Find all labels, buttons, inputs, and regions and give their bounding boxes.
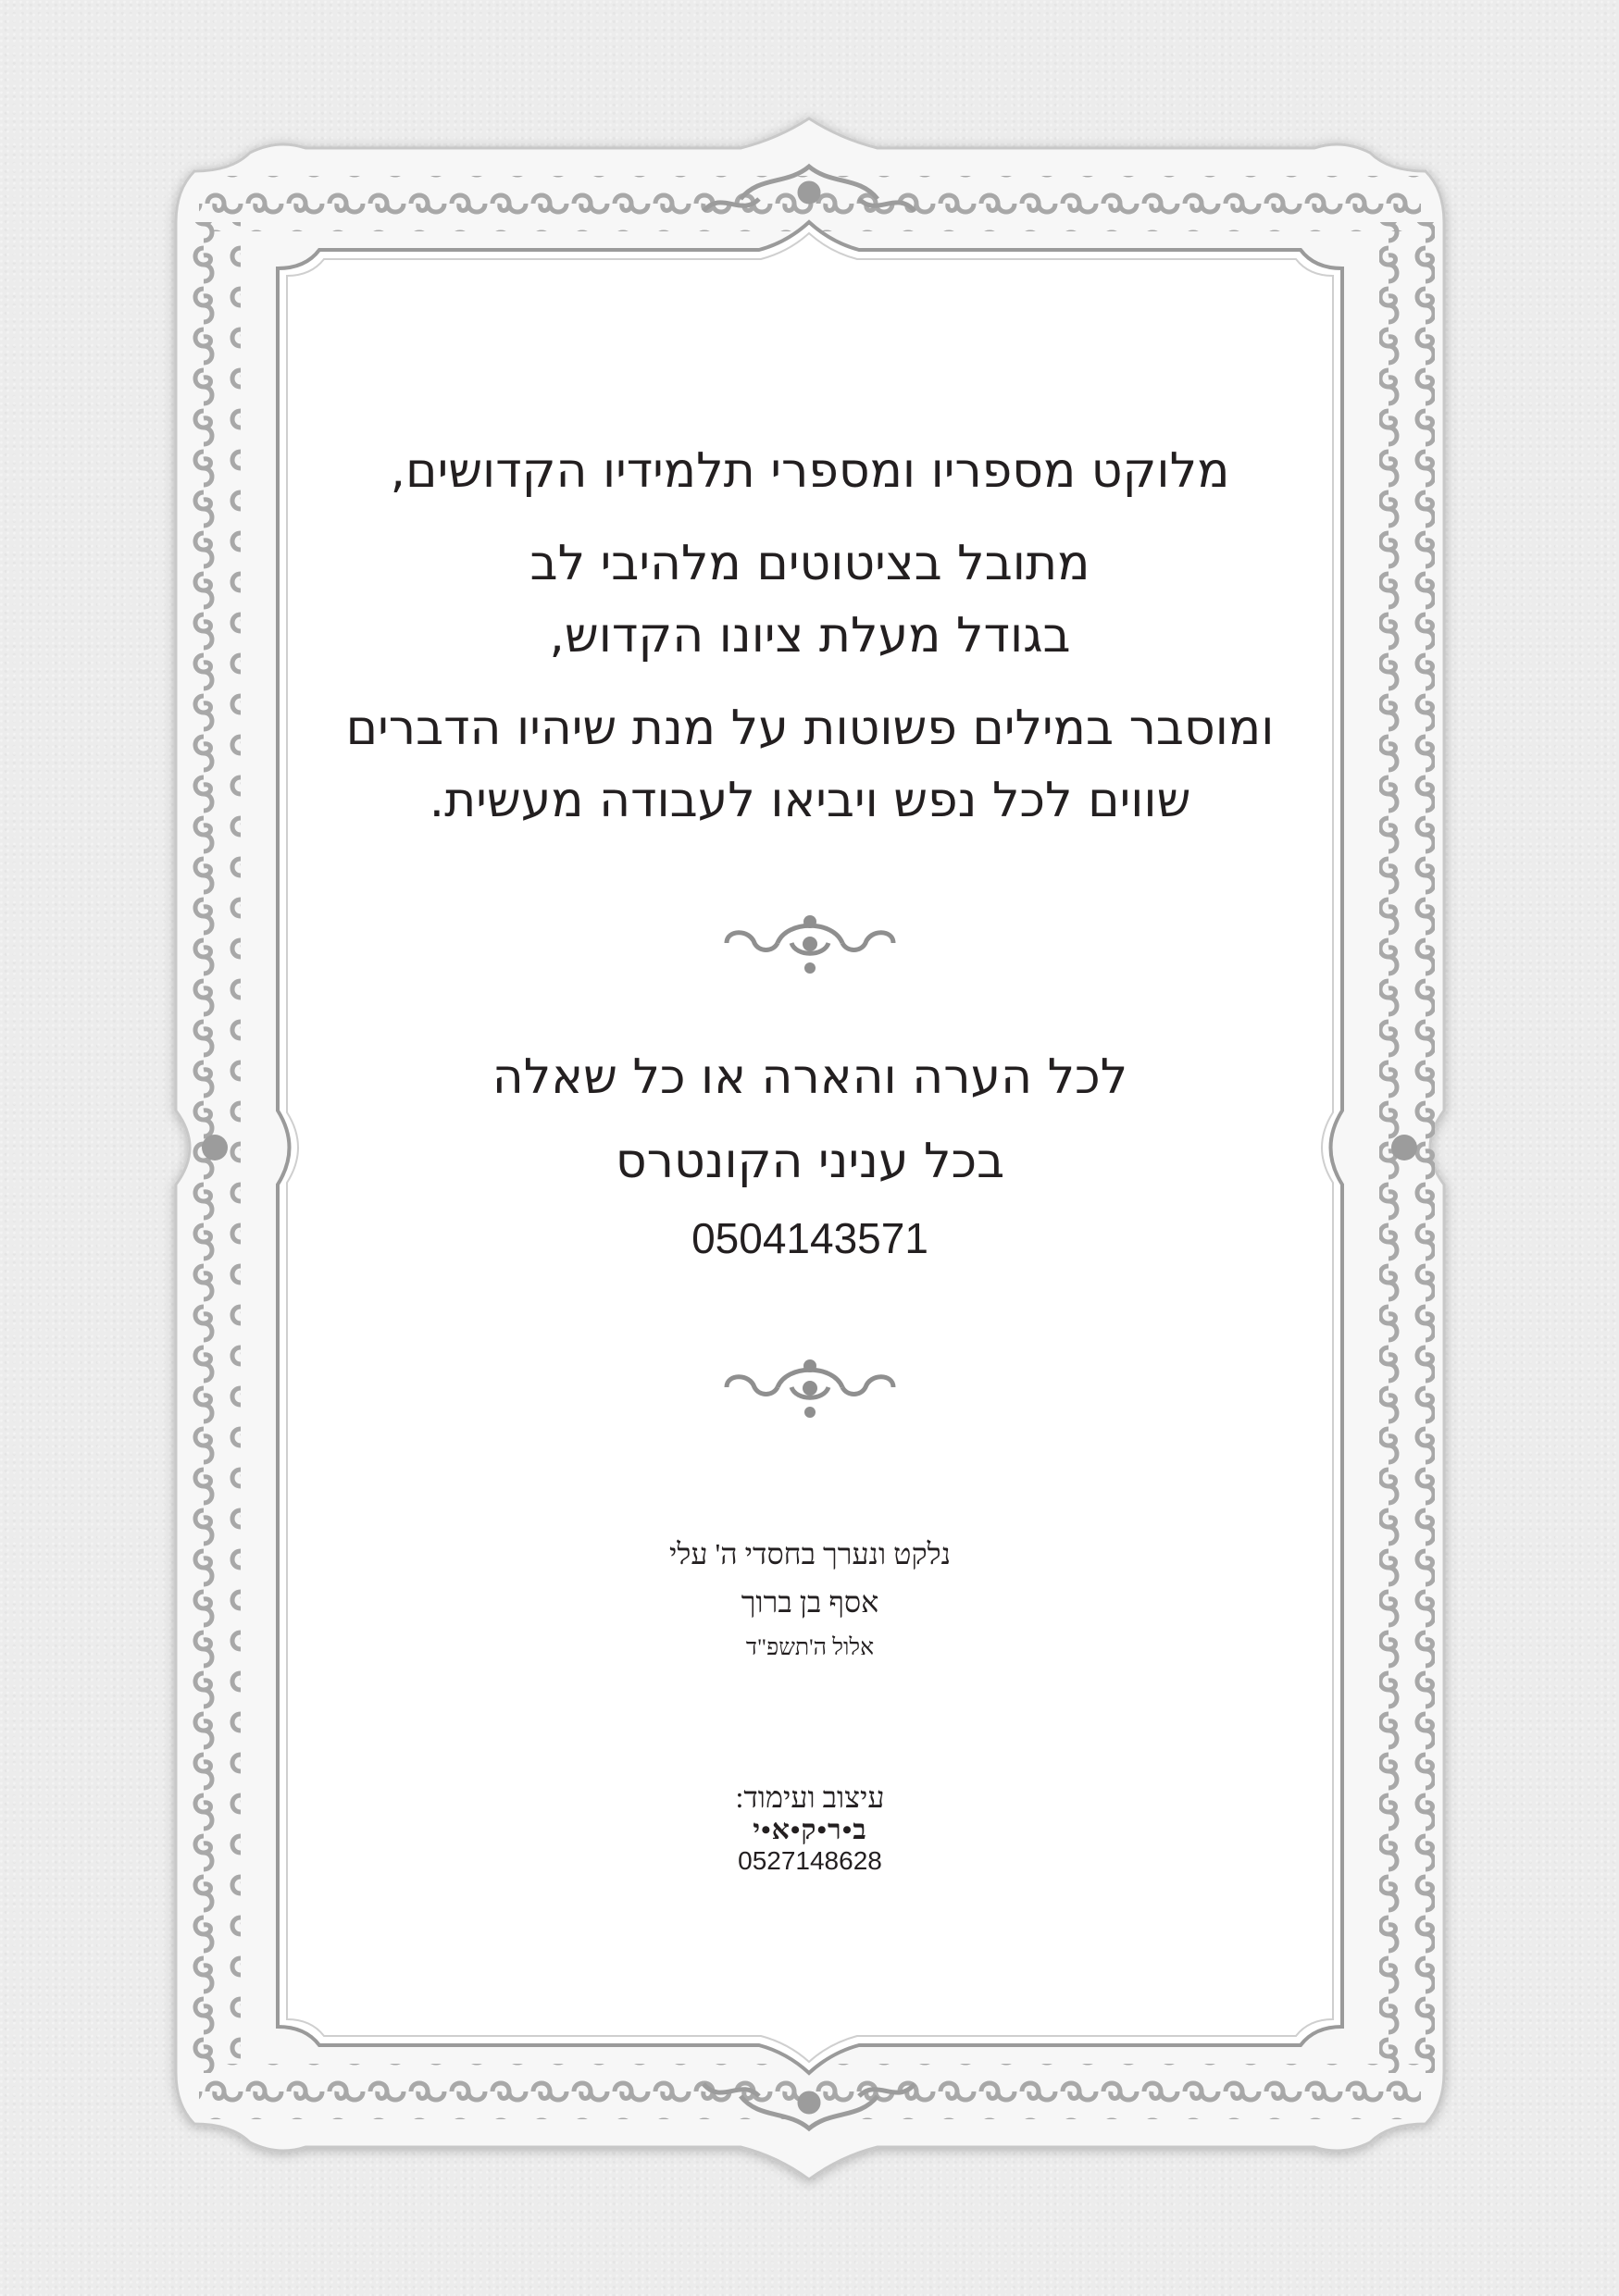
intro-line-4: ומוסבר במילים פשוטות על מנת שיהיו הדברים	[345, 701, 1275, 756]
contact-phone: 0504143571	[691, 1214, 928, 1263]
designer-name: ב•ר•ק•א•י	[753, 1815, 867, 1846]
contact-line-2: בכל עניני הקונטרס	[615, 1133, 1005, 1189]
design-label: עיצוב ועימוד:	[735, 1781, 885, 1815]
designer-phone: 0527148628	[738, 1846, 882, 1876]
design-credit	[250, 1781, 1370, 1876]
credits-block	[250, 1531, 1370, 1669]
intro-line-2: מתובל בציטוטים מלהיבי לב	[529, 536, 1090, 591]
author-name: אסף בן ברוך	[741, 1584, 879, 1619]
intro-line-3: בגודל מעלת ציונו הקדוש,	[549, 608, 1071, 664]
divider-ornament	[717, 1346, 903, 1429]
intro-paragraph	[250, 435, 1370, 837]
compiled-by: נלקט ונערך בחסדי ה' עלי	[669, 1537, 951, 1571]
page-content	[250, 435, 1370, 1876]
publication-date: אלול ה'תשפ"ד	[745, 1634, 875, 1660]
contact-block	[250, 1040, 1370, 1272]
contact-line-1: לכל הערה והארה או כל שאלה	[492, 1049, 1128, 1105]
intro-line-1: מלוקט מספריו ומספרי תלמידיו הקדושים,	[390, 443, 1230, 499]
intro-line-5: שווים לכל נפש ויביאו לעבודה מעשית.	[429, 773, 1191, 828]
divider-ornament	[717, 901, 903, 985]
